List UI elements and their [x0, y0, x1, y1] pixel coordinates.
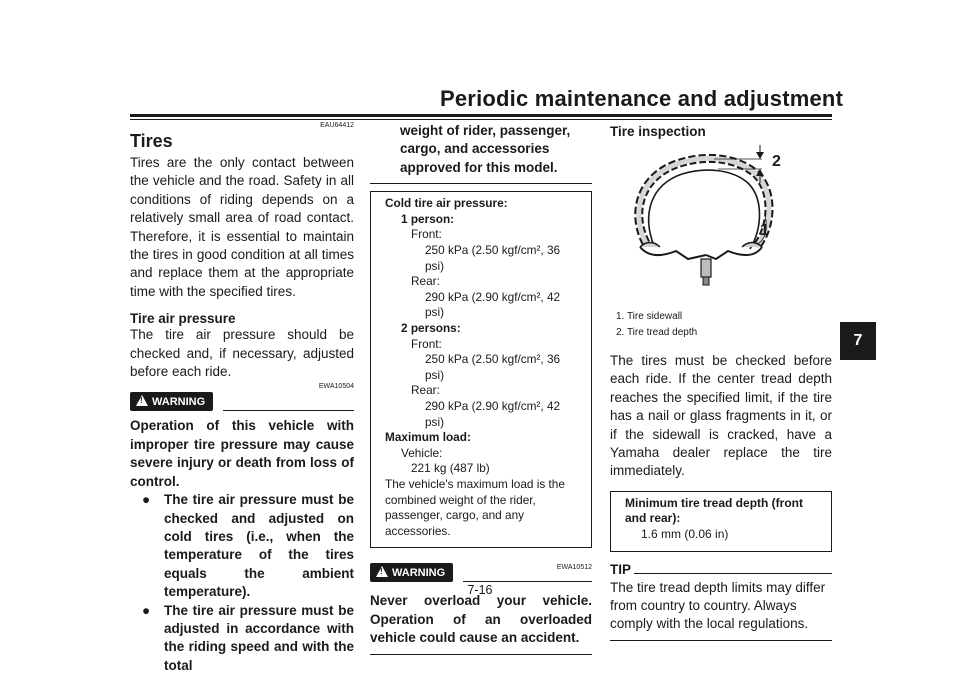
warning-text: Never overload your vehicle. Operation of an overloaded vehicle could cause an accident. — [370, 593, 592, 646]
warning-icon — [376, 566, 388, 577]
pressure-paragraph: The tire air pressure should be checked and, if necessary, adjusted before each ride. — [130, 327, 354, 380]
inspection-paragraph: The tires must be checked before each ride. If the center tread depth reaches the specified limit, if the tire has a nail or glass fragments in it, or if the sidewall is cracked, have a Yamaha dealer replace the tire immediately. — [610, 353, 832, 479]
spec-vehicle-value: 221 kg (487 lb) — [411, 461, 490, 476]
warning-header — [130, 392, 354, 411]
page-number: 7-16 — [467, 583, 493, 597]
warning-end-rule — [370, 183, 592, 184]
spec-note: The vehicle's maximum load is the combined weight of the rider, passenger, cargo, and any accessories. — [385, 476, 565, 538]
warning-rule — [223, 410, 354, 411]
warning-icon — [136, 395, 148, 406]
bullet-text: The tire air pressure must be checked and adjusted on cold tires (i.e., when the temperature of the tires equals the ambient temperature). — [164, 492, 354, 600]
header-rule-thin — [130, 119, 832, 120]
column-2 — [370, 122, 592, 655]
spec-front-value: 250 kPa (2.50 kgf/cm², 36 psi) — [425, 243, 561, 273]
spec-rear-label: Rear: — [411, 383, 440, 398]
warning-bullet — [130, 602, 354, 676]
spec-front-value: 250 kPa (2.50 kgf/cm², 36 psi) — [425, 352, 561, 382]
page-header-title: Periodic maintenance and adjustment — [440, 86, 844, 111]
tip-label: TIP — [610, 561, 632, 577]
spec-rear-value: 290 kPa (2.90 kgf/cm², 42 psi) — [425, 398, 561, 429]
intro-paragraph: Tires are the only contact between the vehicle and the road. Safety in all conditions of riding depends on a relatively small area of road contact. Therefore, it is essential to maintain the tires in good condition at all times and replace them at the appropriate time with the specified tires. — [130, 155, 354, 299]
spec-one-person: 1 person: — [401, 211, 455, 226]
warning-badge: !WARNING — [370, 563, 453, 582]
subsection-heading: Tire inspection — [610, 124, 706, 139]
min-tread-label: Minimum tire tread depth (front and rear): — [625, 495, 803, 526]
column-3 — [610, 122, 832, 641]
figure-caption: 1. Tire sidewall — [616, 311, 683, 322]
subsection-heading: Tire air pressure — [130, 311, 236, 327]
tip-header — [610, 562, 832, 577]
warning-continued: weight of rider, passenger, cargo, and accessories approved for this model. — [400, 123, 571, 175]
spec-front-label: Front: — [411, 227, 442, 242]
warning-text: Operation of this vehicle with improper tire pressure may cause severe injury or death from loss of control. — [130, 418, 354, 489]
spec-rear-value: 290 kPa (2.90 kgf/cm², 42 psi) — [425, 289, 561, 320]
spec-rear-label: Rear: — [411, 274, 440, 289]
spec-two-persons: 2 persons: — [401, 320, 461, 335]
warning-bullet — [130, 491, 354, 601]
warning-code: EWA10504 — [318, 383, 354, 391]
figure-caption: 2. Tire tread depth — [616, 327, 698, 338]
tire-cross-section-icon — [610, 143, 832, 291]
spec-vehicle-label: Vehicle: — [401, 445, 443, 460]
warning-code: EWA10512 — [556, 564, 592, 572]
section-code: EAU64412 — [320, 122, 354, 129]
warning-badge: !WARNING — [130, 392, 213, 411]
spec-title: Cold tire air pressure: — [385, 196, 508, 211]
callout-2: 2 — [772, 153, 781, 170]
spec-max-load: Maximum load: — [385, 430, 471, 445]
spec-front-label: Front: — [411, 336, 442, 351]
bullet-icon: ● — [142, 602, 151, 618]
column-1 — [130, 122, 354, 675]
section-title: Tires — [130, 131, 173, 151]
warning-end-rule — [370, 654, 592, 655]
header-rule — [130, 114, 832, 117]
min-tread-box — [610, 491, 832, 552]
tip-end-rule — [610, 640, 832, 641]
callout-1: 1 — [760, 222, 769, 239]
min-tread-value: 1.6 mm (0.06 in) — [641, 527, 729, 542]
spec-box — [370, 191, 592, 548]
tip-text: The tire tread depth limits may differ from country to country. Always comply with the local regulations. — [610, 579, 826, 632]
bullet-text: The tire air pressure must be adjusted in accordance with the riding speed and with the total — [164, 602, 354, 673]
tip-rule — [634, 573, 832, 574]
tire-illustration — [610, 143, 832, 291]
chapter-tab[interactable]: 7 — [840, 322, 876, 360]
bullet-icon: ● — [142, 492, 151, 508]
